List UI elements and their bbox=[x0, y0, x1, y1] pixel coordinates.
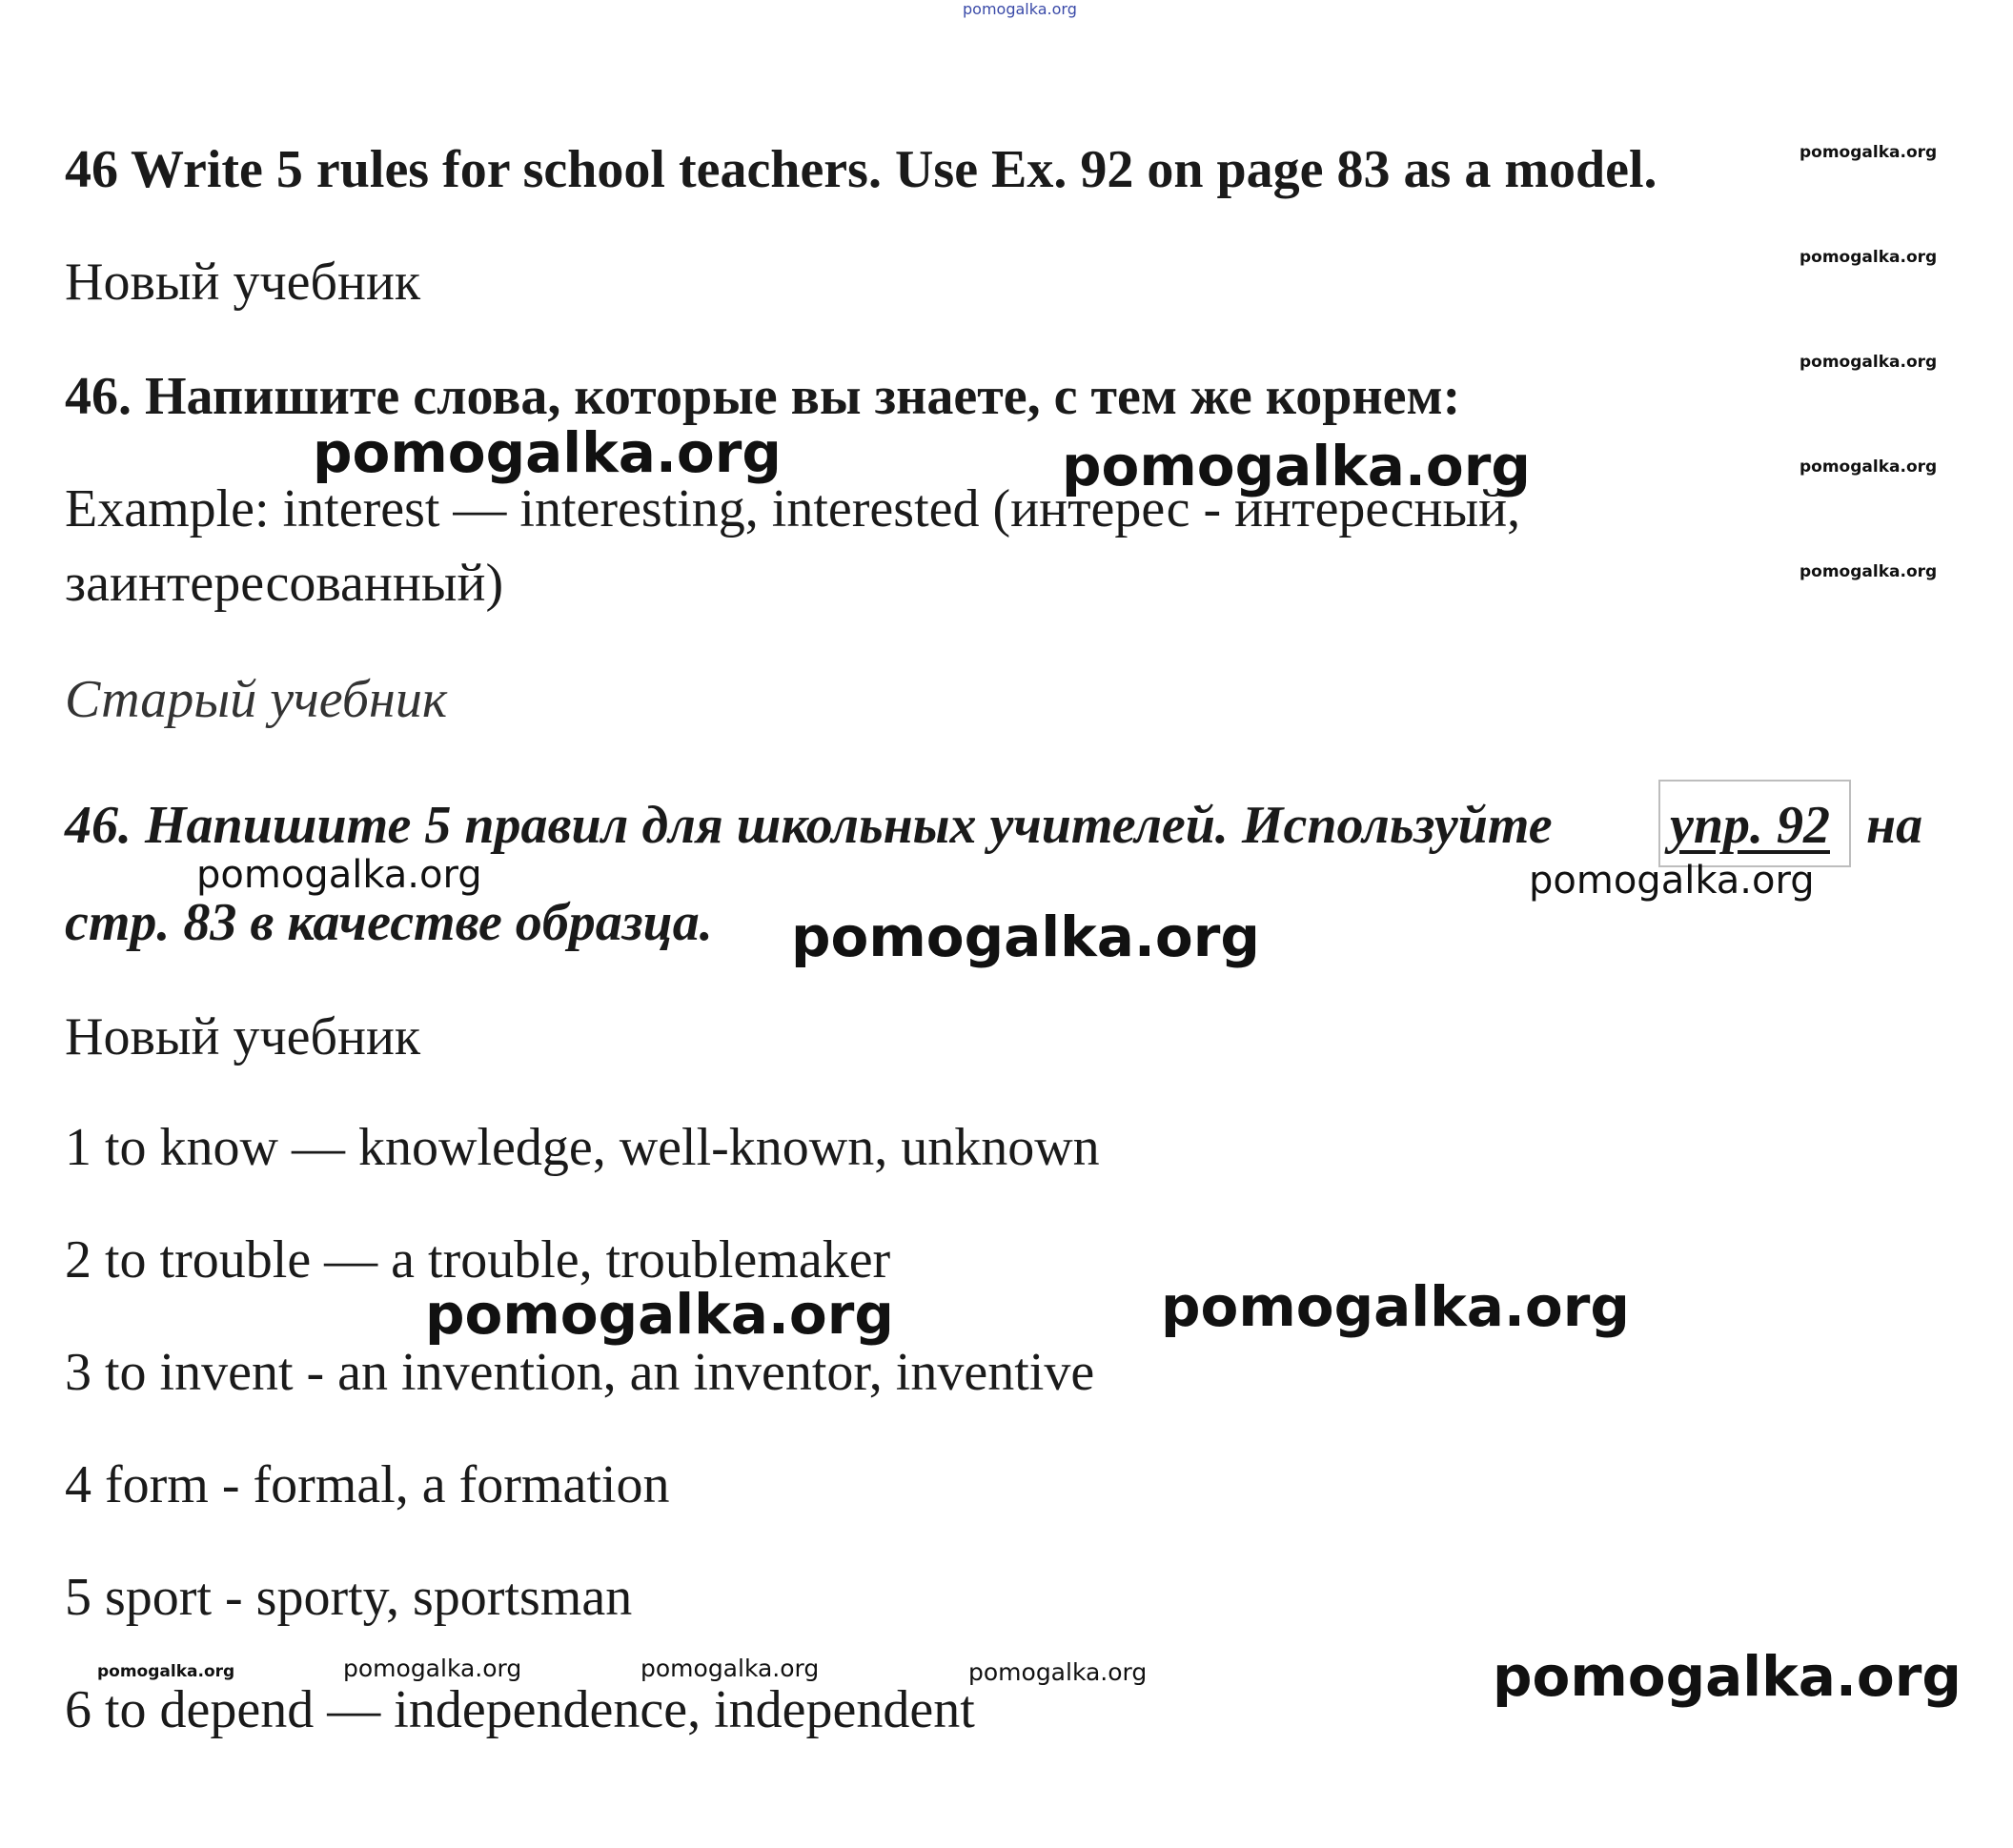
watermark: pomogalka.org bbox=[1800, 143, 1938, 162]
example-line-1: Example: interest — interesting, interested (интерес - интересный, bbox=[65, 479, 1521, 538]
watermark: pomogalka.org bbox=[313, 420, 782, 485]
watermark: pomogalka.org bbox=[1062, 434, 1531, 498]
watermark: pomogalka.org bbox=[425, 1282, 894, 1347]
answer-item-5: 5 sport - sporty, sportsman bbox=[65, 1568, 633, 1627]
example-line-2: заинтересованный) bbox=[65, 554, 504, 613]
answer-item-2: 2 to trouble — a trouble, troublemaker bbox=[65, 1230, 891, 1290]
exercise-title: 46 Write 5 rules for school teachers. Use Ex. 92 on page 83 as a model. bbox=[65, 140, 1657, 199]
watermark: pomogalka.org bbox=[1800, 353, 1938, 372]
task-old-line-1-end: на bbox=[1866, 796, 1923, 855]
new-textbook-label: Новый учебник bbox=[65, 253, 421, 312]
new-textbook-label-2: Новый учебник bbox=[65, 1007, 421, 1066]
exercise-reference-link[interactable]: упр. 92 bbox=[1670, 796, 1830, 855]
task-old-line-2: стр. 83 в качестве образца. bbox=[65, 893, 713, 952]
watermark: pomogalka.org bbox=[1800, 562, 1938, 581]
watermark: pomogalka.org bbox=[1800, 457, 1938, 477]
task-old-line-1: 46. Напишите 5 правил для школьных учителей. Используйте bbox=[65, 796, 1553, 855]
answer-item-1: 1 to know — knowledge, well-known, unknown bbox=[65, 1118, 1100, 1177]
answer-item-4: 4 form - formal, a formation bbox=[65, 1455, 670, 1514]
watermark: pomogalka.org bbox=[1529, 859, 1815, 903]
watermark: pomogalka.org bbox=[1161, 1274, 1630, 1339]
old-textbook-label: Старый учебник bbox=[65, 670, 448, 729]
task-new-textbook: 46. Напишите слова, которые вы знаете, с тем же корнем: bbox=[65, 367, 1461, 426]
watermark: pomogalka.org bbox=[343, 1655, 522, 1682]
watermark: pomogalka.org bbox=[791, 904, 1260, 969]
watermark: pomogalka.org bbox=[196, 853, 482, 897]
watermark: pomogalka.org bbox=[640, 1655, 820, 1682]
watermark: pomogalka.org bbox=[1493, 1644, 1962, 1709]
answer-item-3: 3 to invent - an invention, an inventor, inventive bbox=[65, 1343, 1095, 1402]
watermark: pomogalka.org bbox=[1800, 248, 1938, 267]
answer-item-6: 6 to depend — independence, independent bbox=[65, 1680, 975, 1739]
watermark: pomogalka.org bbox=[968, 1658, 1148, 1686]
top-watermark: pomogalka.org bbox=[963, 0, 1077, 18]
watermark: pomogalka.org bbox=[97, 1662, 235, 1681]
